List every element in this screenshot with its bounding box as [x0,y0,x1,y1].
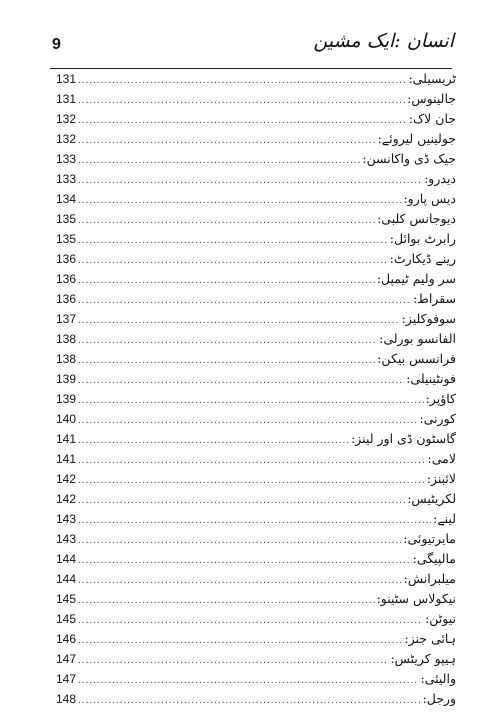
index-entry-page: 147 [56,672,77,686]
index-entry-name: لینے: [433,511,456,526]
index-entry [56,629,456,649]
dot-leader [78,111,407,129]
index-entry-name: نیکولاس سٹینو: [376,591,456,606]
dot-leader [78,371,404,389]
dot-leader [78,271,375,289]
dot-leader [78,231,388,249]
page-header [34,30,454,64]
index-entry [56,229,456,249]
dot-leader [78,211,375,229]
index-entry [56,89,456,109]
index-entry [56,569,456,589]
dot-leader [78,131,376,149]
dot-leader [78,171,422,189]
index-entry-page: 140 [56,412,77,426]
index-entry-name: دیس پارو: [403,191,456,206]
index-entry [56,509,456,529]
index-entry-page: 134 [56,192,77,206]
index-entry-page: 136 [56,292,77,306]
dot-leader [78,71,406,89]
index-entry-page: 135 [56,232,77,246]
index-entry-page: 144 [56,552,77,566]
index-entry-page: 143 [56,512,77,526]
index-entry [56,249,456,269]
index-entry [56,69,456,89]
dot-leader [78,651,388,669]
index-entry-page: 138 [56,332,77,346]
index-entry [56,669,456,689]
index-entry [56,649,456,669]
index-entry-page: 133 [56,172,77,186]
dot-leader [78,511,431,529]
index-entry-name: رینے ڈیکارٹ: [389,251,456,266]
index-entry-name: میلبرانش: [403,571,456,586]
index-entry [56,149,456,169]
index-entry [56,469,456,489]
dot-leader [78,671,418,689]
dot-leader [78,311,400,329]
dot-leader [78,451,426,469]
index-entry-page: 142 [56,492,77,506]
index-entry-name: دیدرو: [424,171,456,186]
index-entry-name: سر ولیم ٹیمپل: [376,271,456,286]
dot-leader [78,391,424,409]
index-entry-page: 136 [56,252,77,266]
dot-leader [78,291,411,309]
index-entry-page: 143 [56,532,77,546]
dot-leader [78,331,377,349]
index-entry [56,449,456,469]
index-entry [56,489,456,509]
index-entry-page: 133 [56,152,77,166]
index-entry [56,129,456,149]
index-entry-name: لامی: [427,451,456,466]
index-entry [56,369,456,389]
index-entry-name: دیوجانس کلبی: [377,211,456,226]
index-entry-page: 138 [56,352,77,366]
dot-leader [78,531,401,549]
index-entry-name: مایرتیوئی: [403,531,456,546]
index-entry-page: 142 [56,472,77,486]
index-entry-name: جان لاک: [408,111,456,126]
dot-leader [78,151,360,169]
index-entry [56,689,456,709]
index-entry-page: 141 [56,432,77,446]
index-entry-name: گاسٹون ڈی اور لینز: [351,431,456,446]
index-entry-name: فرانسس بیکن: [377,351,456,366]
index-entry-name: سقراط: [413,291,456,306]
index-entry-page: 137 [56,312,77,326]
index-entry-name: ورجل: [422,691,456,706]
index-entry-name: کاؤپر: [425,391,456,406]
index-entry [56,329,456,349]
index-entry-page: 132 [56,132,77,146]
dot-leader [78,591,375,609]
index-entry [56,289,456,309]
index-entry-page: 135 [56,212,77,226]
dot-leader [78,611,423,629]
index-entry [56,589,456,609]
index-entry [56,189,456,209]
index-entry-name: جالینوس: [407,91,456,106]
dot-leader [78,631,402,649]
dot-leader [78,691,420,709]
index-entry-page: 144 [56,572,77,586]
index-entry-name: ہیپو کریٹس: [390,651,456,666]
index-entry-name: کورنی: [419,411,456,426]
index-entry [56,609,456,629]
index-entry-page: 148 [56,692,77,706]
index-entry [56,309,456,329]
dot-leader [78,431,349,449]
index-entry-page: 145 [56,612,77,626]
index-entry-name: مالپیگی: [412,551,456,566]
index-entry-name: سوفوکلیز: [401,311,456,326]
index-entry-page: 131 [56,92,77,106]
index-entry-page: 146 [56,632,77,646]
index-entry-page: 141 [56,452,77,466]
index-entry-name: لکریٹیس: [407,491,456,506]
index-entry-name: لائبنز: [426,471,456,486]
index-entry-name: الفانسو بورلی: [379,331,456,346]
index-entry [56,349,456,369]
index-list [56,69,456,709]
index-entry [56,169,456,189]
dot-leader [78,91,405,109]
index-entry [56,389,456,409]
index-entry-page: 131 [56,72,77,86]
index-entry [56,409,456,429]
index-entry-page: 145 [56,592,77,606]
index-entry-name: والیئی: [420,671,456,686]
index-entry [56,529,456,549]
dot-leader [78,551,411,569]
dot-leader [78,491,405,509]
index-entry-name: جیک ڈی واکانسن: [362,151,456,166]
index-entry-name: رابرٹ بوائل: [389,231,456,246]
dot-leader [78,351,375,369]
index-entry-page: 139 [56,392,77,406]
index-entry-page: 147 [56,652,77,666]
index-entry [56,209,456,229]
index-entry-name: جولینیں لیروئے: [377,131,456,146]
dot-leader [78,571,402,589]
index-entry-name: فونٹینیلی: [406,371,456,386]
index-entry-name: ہائی جنز: [404,631,456,646]
index-entry-page: 136 [56,272,77,286]
index-entry-name: نیوٹن: [425,611,456,626]
running-title: انسان :ایک مشین [313,30,454,52]
index-entry-name: ٹریسیلی: [408,71,456,86]
index-entry-page: 132 [56,112,77,126]
page-number: 9 [52,36,61,53]
index-entry [56,429,456,449]
dot-leader [78,411,417,429]
index-entry [56,549,456,569]
dot-leader [78,251,388,269]
dot-leader [78,471,425,489]
index-entry [56,109,456,129]
dot-leader [78,191,401,209]
index-entry [56,269,456,289]
index-entry-page: 139 [56,372,77,386]
